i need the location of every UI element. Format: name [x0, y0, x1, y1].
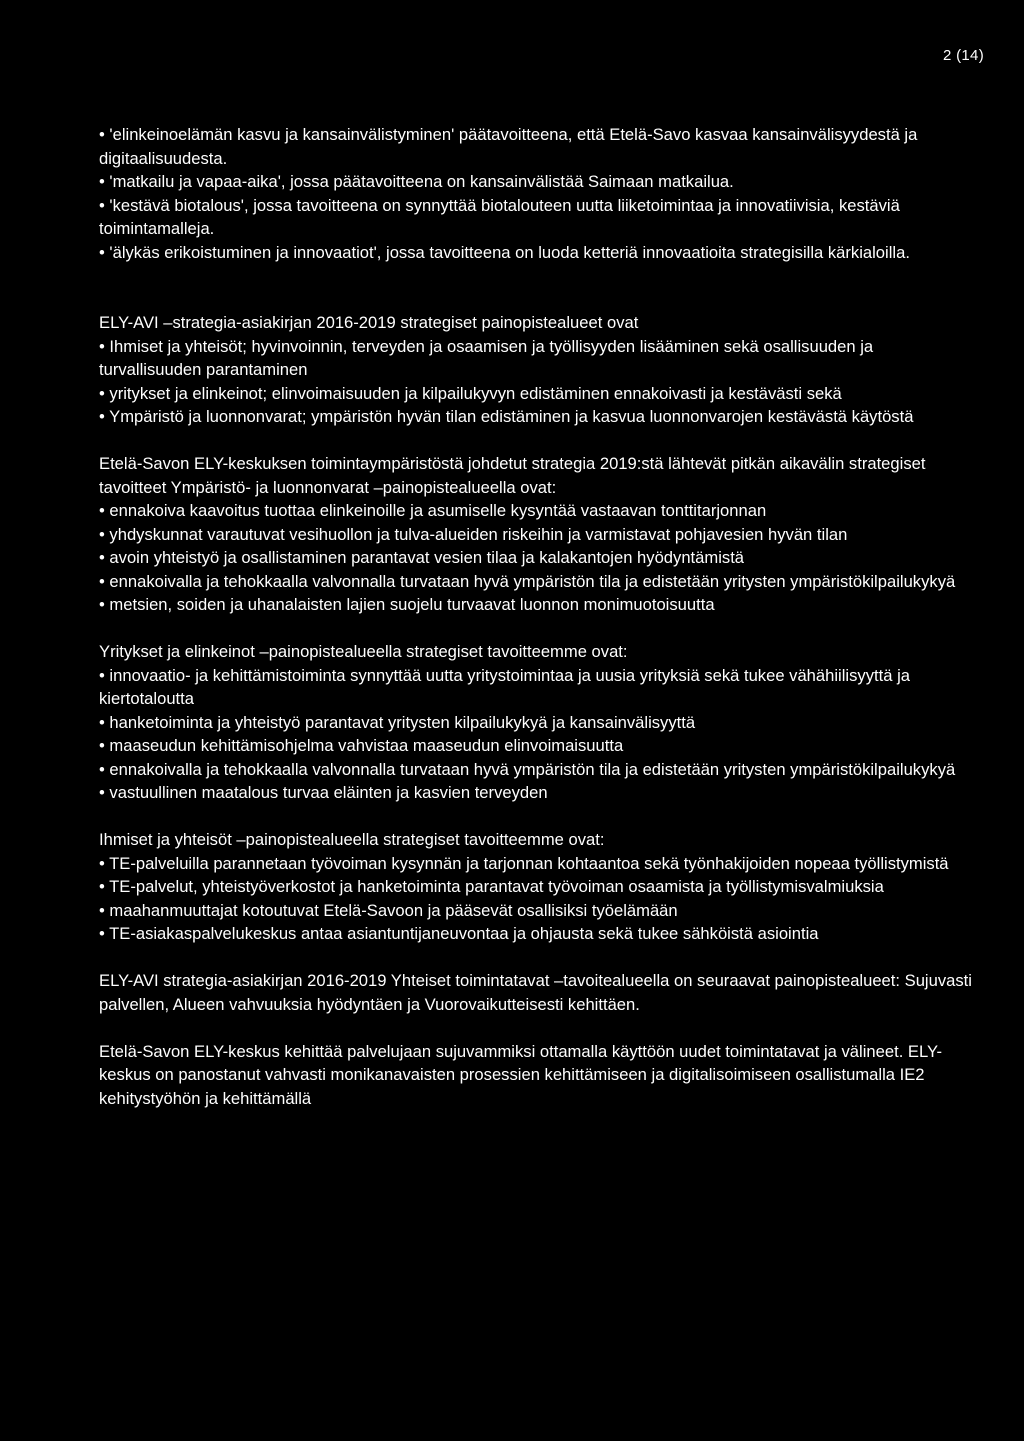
list-item: • ennakoivalla ja tehokkaalla valvonnalla turvataan hyvä ympäristön tila ja edistetään yritysten ympäristökilpailukykyä: [99, 571, 956, 591]
list-item: • ennakoivalla ja tehokkaalla valvonnalla turvataan hyvä ympäristön tila ja edistetään yritysten ympäristökilpailukykyä: [99, 759, 956, 779]
list-item: • metsien, soiden ja uhanalaisten lajien suojelu turvaavat luonnon monimuotoisuutta: [99, 595, 715, 614]
paragraph: Etelä-Savon ELY-keskus kehittää palvelujaan sujuvammiksi ottamalla käyttöön uudet toimintatavat ja välineet. ELY-keskus on panostanut vahvasti monikanavaisten prosessien kehittämiseen ja digitalisoimiseen osallistumalla IE2 kehitystyöhön ja kehittämällä: [99, 1041, 943, 1108]
list-item: • 'älykäs erikoistuminen ja innovaatiot', jossa tavoitteena on luoda ketteriä innovaatioita strategisilla kärkialoilla.: [99, 242, 910, 262]
list-item: • innovaatio- ja kehittämistoiminta synnyttää uutta yritystoimintaa ja uusia yrityksiä sekä tukee vähähiilisyyttä ja kiertotaloutta: [99, 665, 910, 708]
list-item: • maaseudun kehittämisohjelma vahvistaa maaseudun elinvoimaisuutta: [99, 736, 624, 755]
list-item: • Ympäristö ja luonnonvarat; ympäristön hyvän tilan edistäminen ja kasvua luonnonvarojen kestävästä käytöstä: [99, 407, 914, 426]
section-heading: ELY-AVI –strategia-asiakirjan 2016-2019 strategiset painopistealueet ovat: [99, 313, 639, 332]
list-item: • vastuullinen maatalous turvaa eläinten ja kasvien terveyden: [99, 783, 548, 802]
section-ely-avi-priorities: [99, 311, 979, 429]
section-common-practices: [99, 969, 979, 1016]
section-business-goals: [99, 640, 979, 805]
list-item: • TE-palvelut, yhteistyöverkostot ja hanketoiminta parantavat työvoiman osaamista ja työllistymisvalmiuksia: [99, 877, 884, 896]
list-item: • 'kestävä biotalous', jossa tavoitteena on synnyttää biotalouteen uutta liiketoimintaa ja innovatiivisia, kestäviä toimintamalleja.: [99, 195, 900, 238]
list-item: • yhdyskunnat varautuvat vesihuollon ja tulva-alueiden riskeihin ja varmistavat pohjavesien hyvän tilan: [99, 524, 848, 544]
list-item: • 'matkailu ja vapaa-aika', jossa päätavoitteena on kansainvälistää Saimaan matkailua.: [99, 172, 734, 191]
section-people-goals: [99, 828, 979, 946]
intro-bullet-list: [99, 123, 979, 264]
section-heading: Etelä-Savon ELY-keskuksen toimintaympäristöstä johdetut strategia 2019:stä lähtevät pitkän aikavälin strategiset tavoitteet Ympäristö- ja luonnonvarat –painopistealueella ovat:: [99, 454, 926, 497]
list-item: • TE-palveluilla parannetaan työvoiman kysynnän ja tarjonnan kohtaantoa sekä työnhakijoiden nopeaa työllistymistä: [99, 853, 949, 873]
section-heading: Ihmiset ja yhteisöt –painopistealueella strategiset tavoitteemme ovat:: [99, 830, 605, 849]
section-heading: Yritykset ja elinkeinot –painopistealueella strategiset tavoitteemme ovat:: [99, 642, 628, 661]
list-item: • maahanmuuttajat kotoutuvat Etelä-Savoon ja pääsevät osallisiksi työelämään: [99, 900, 678, 920]
list-item: • TE-asiakaspalvelukeskus antaa asiantuntijaneuvontaa ja ohjausta sekä tukee sähköistä asiointia: [99, 924, 819, 943]
list-item: • avoin yhteistyö ja osallistaminen parantavat vesien tilaa ja kalakantojen hyödyntämistä: [99, 548, 745, 567]
list-item: • ennakoiva kaavoitus tuottaa elinkeinoille ja asumiselle kysyntää vastaavan tonttitarjonnan: [99, 501, 767, 520]
list-item: • hanketoiminta ja yhteistyö parantavat yritysten kilpailukykyä ja kansainvälisyyttä: [99, 712, 696, 732]
paragraph: ELY-AVI strategia-asiakirjan 2016-2019 Yhteiset toimintatavat –tavoitealueella on seuraavat painopistealueet: Sujuvasti palvellen, Alueen vahvuuksia hyödyntäen ja Vuorovaikutteisesti kehittäen.: [99, 971, 972, 1014]
list-item: • yritykset ja elinkeinot; elinvoimaisuuden ja kilpailukyvyn edistäminen ennakoivasti ja kestävästi sekä: [99, 383, 842, 403]
document-body: [99, 123, 979, 1134]
page-number: 2 (14): [943, 47, 984, 64]
section-service-development: [99, 1040, 979, 1111]
list-item: • Ihmiset ja yhteisöt; hyvinvoinnin, terveyden ja osaamisen ja työllisyyden lisääminen sekä osallisuuden ja turvallisuuden parantaminen: [99, 336, 874, 379]
list-item: • 'elinkeinoelämän kasvu ja kansainvälistyminen' päätavoitteena, että Etelä-Savo kasvaa kansainvälisyydestä ja digitaalisuudesta.: [99, 125, 918, 168]
section-environment-goals: [99, 452, 979, 617]
